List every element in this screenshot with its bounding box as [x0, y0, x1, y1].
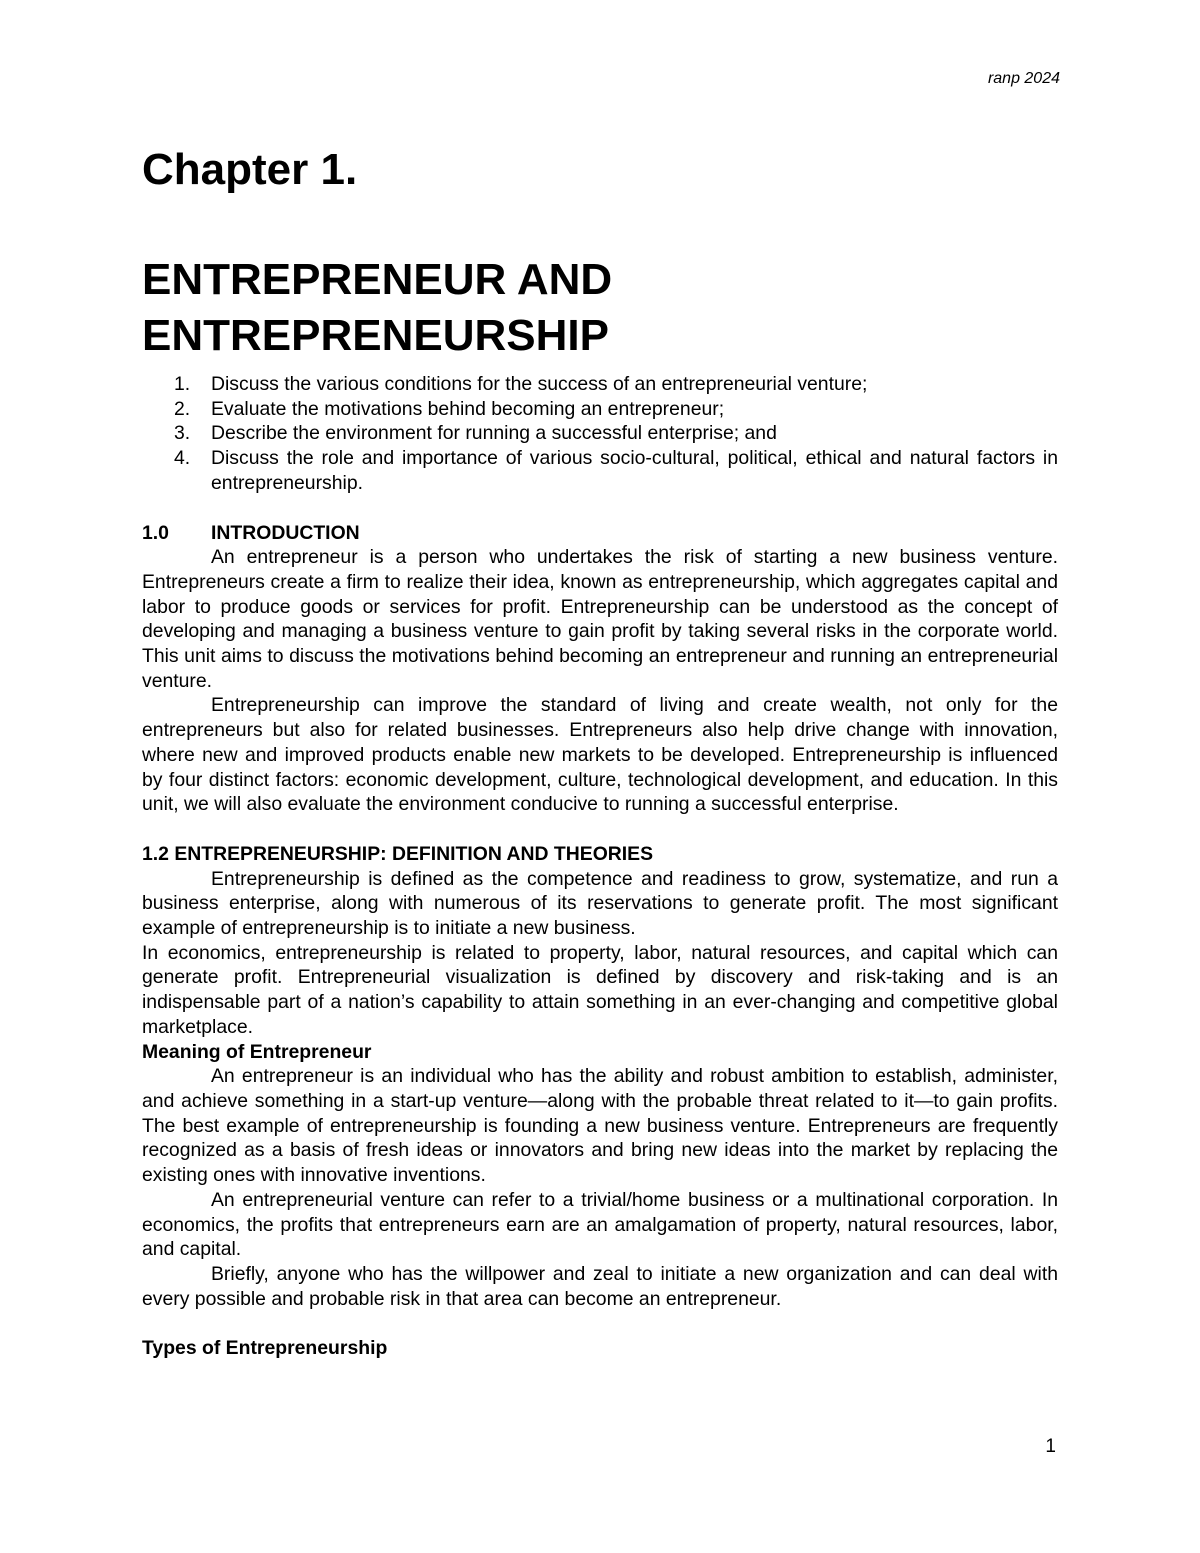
section-heading-introduction: [142, 521, 1058, 546]
objective-number: 1.: [174, 373, 191, 395]
objective-number: 4.: [174, 447, 191, 470]
objective-item: [142, 397, 1058, 422]
chapter-title-line2: ENTREPRENEURSHIP: [142, 311, 609, 360]
chapter-title: [142, 252, 1058, 364]
paragraph: Entrepreneurship is defined as the competence and readiness to grow, systematize, and run a business enterprise, along with numerous of its reservations to generate profit. The most significant example of entrepreneurship is to initiate a new business.: [142, 867, 1058, 940]
paragraph: An entrepreneur is an individual who has the ability and robust ambition to establish, administer, and achieve something in a start-up venture—along with the probable threat related to it—to gain profits. The best example of entrepreneurship is founding a new business venture. Entrepreneurs are frequently recognized as a basis of fresh ideas or innovators and bring new ideas into the market by replacing the existing ones with innovative inventions.: [142, 1065, 1058, 1187]
subheading-meaning: Meaning of Entrepreneur: [142, 1040, 372, 1063]
objectives-list: [142, 372, 1058, 496]
subheading-types: Types of Entrepreneurship: [142, 1337, 388, 1360]
paragraph: An entrepreneur is a person who undertakes the risk of starting a new business venture. Entrepreneurs create a firm to realize their idea, known as entrepreneurship, which aggregates capital and labor to produce goods or services for profit. Entrepreneurship can be understood as the concept of developing and managing a business venture to gain profit by taking several risks in the corporate world. This unit aims to discuss the motivations behind becoming an entrepreneur and running an entrepreneurial venture.: [142, 546, 1058, 692]
objective-number: 3.: [174, 422, 191, 445]
chapter-title-line1: ENTREPRENEUR AND: [142, 255, 613, 304]
paragraph: In economics, entrepreneurship is related to property, labor, natural resources, and capital which can generate profit. Entrepreneurial visualization is defined by discovery and risk-taking and is an indispensable part of a nation’s capability to attain something in an ever-changing and competitive global marketplace.: [142, 941, 1058, 1038]
objective-text: Discuss the role and importance of various socio-cultural, political, ethical and natural factors in entrepreneurship.: [211, 447, 1058, 494]
objective-item: [142, 421, 1058, 446]
objective-item: [142, 446, 1058, 495]
objective-number: 2.: [174, 397, 191, 420]
header-note: ranp 2024: [987, 70, 1060, 87]
paragraph: An entrepreneurial venture can refer to a trivial/home business or a multinational corporation. In economics, the profits that entrepreneurs earn are an amalgamation of property, natural resources, labor, and capital.: [142, 1188, 1058, 1261]
objective-text: Discuss the various conditions for the success of an entrepreneurial venture;: [211, 373, 868, 395]
objective-text: Evaluate the motivations behind becoming an entrepreneur;: [211, 397, 725, 420]
page-number: 1: [1045, 1436, 1056, 1457]
section-title: INTRODUCTION: [211, 521, 360, 544]
objective-item: [142, 372, 1058, 397]
paragraph: Entrepreneurship can improve the standard of living and create wealth, not only for the entrepreneurs but also for related businesses. Entrepreneurs also help drive change with innovation, where new and improved products enable new markets to be developed. Entrepreneurship is influenced by four distinct factors: economic development, culture, technological development, and education. In this unit, we will also evaluate the environment conducive to running a successful enterprise.: [142, 694, 1058, 816]
chapter-label: Chapter 1.: [142, 145, 358, 194]
objective-text: Describe the environment for running a successful enterprise; and: [211, 422, 777, 445]
section-number: 1.0: [142, 521, 169, 544]
paragraph: Briefly, anyone who has the willpower and zeal to initiate a new organization and can deal with every possible and probable risk in that area can become an entrepreneur.: [142, 1262, 1058, 1310]
page-content: [142, 140, 1058, 1361]
section-heading-definition: 1.2 ENTREPRENEURSHIP: DEFINITION AND THEORIES: [142, 842, 654, 865]
